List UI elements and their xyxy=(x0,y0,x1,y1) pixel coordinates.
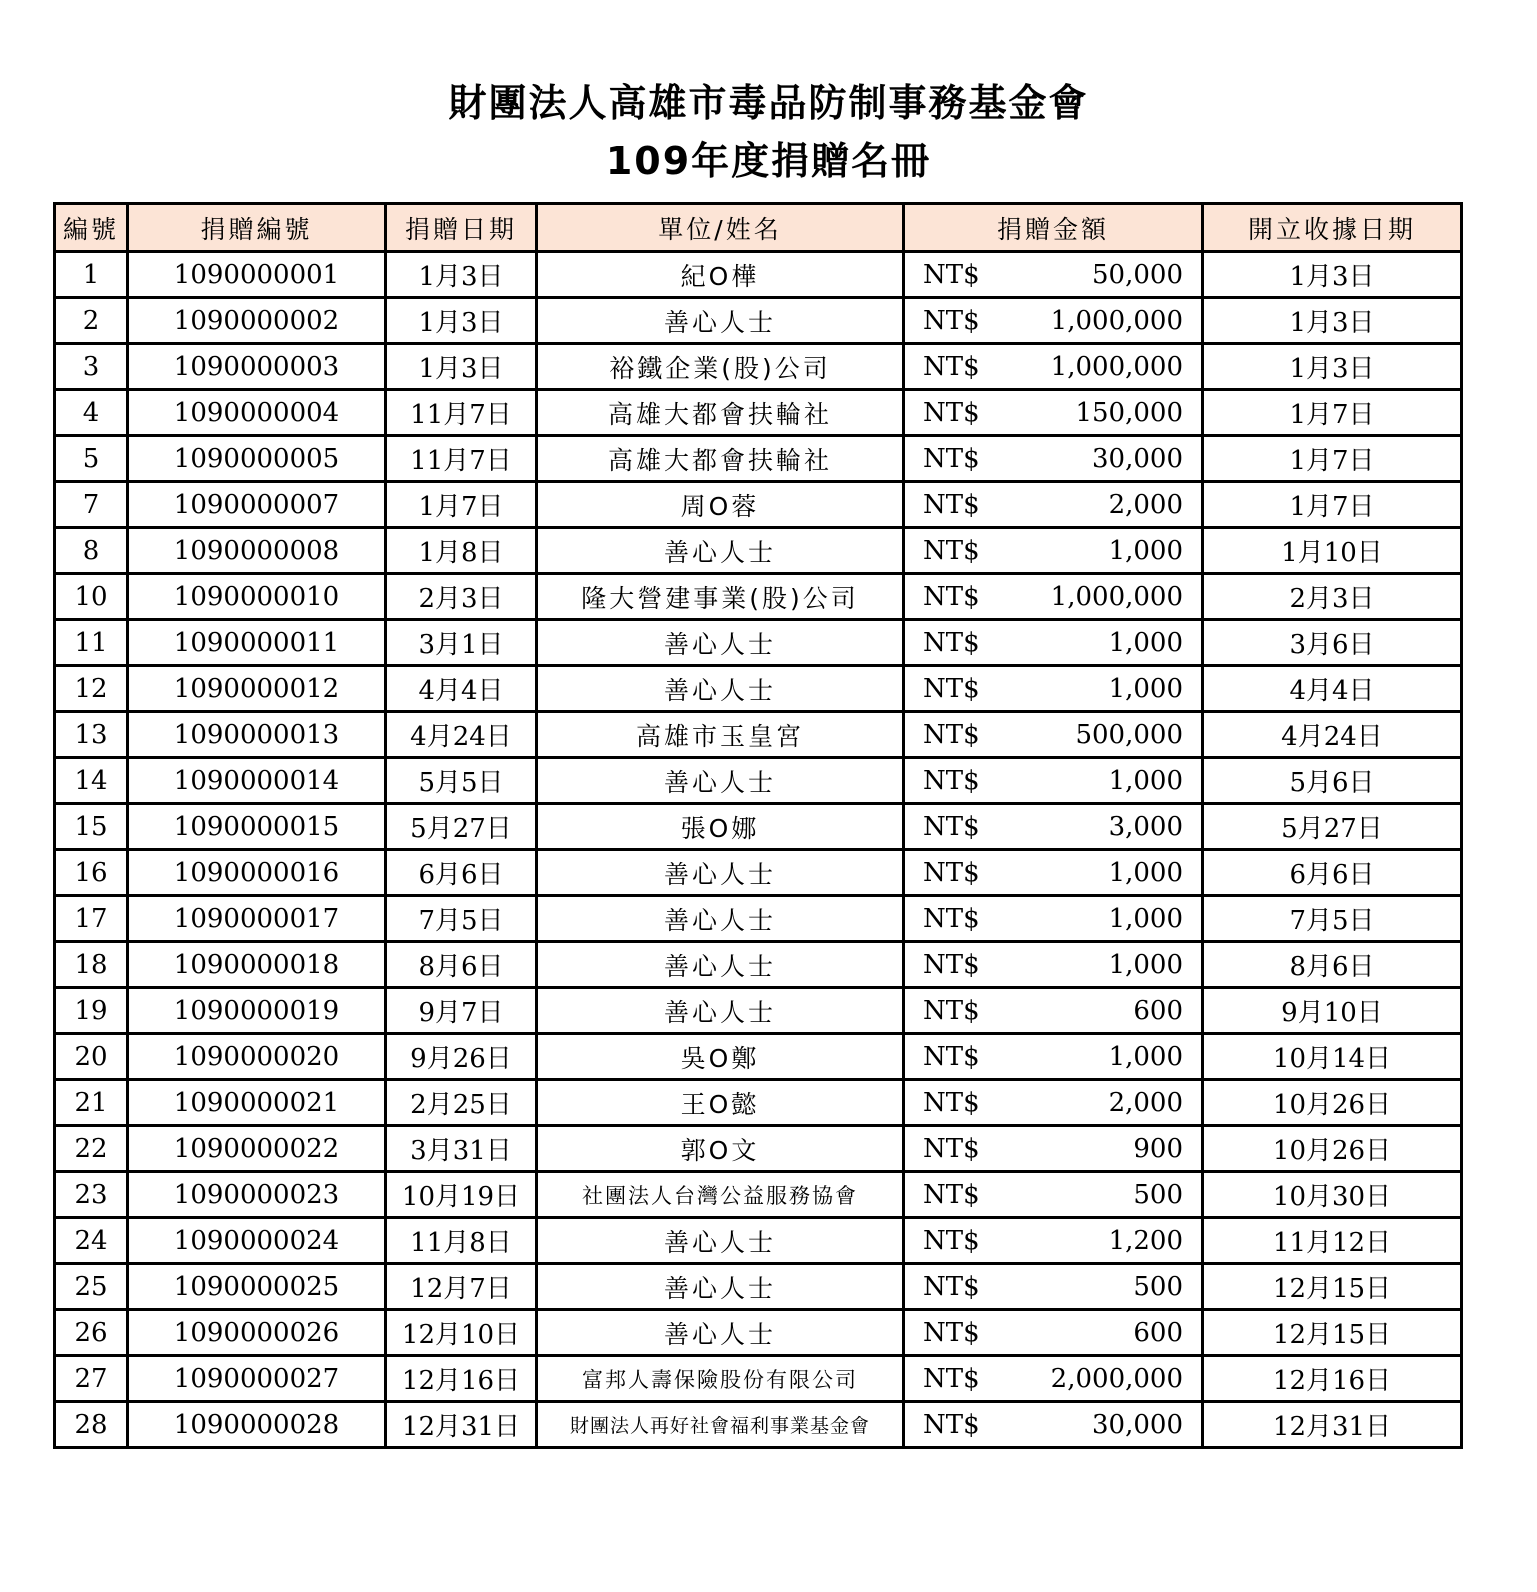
cell-donation-id: 1090000016 xyxy=(128,850,386,896)
cell-amount xyxy=(904,574,1203,620)
cell-amount xyxy=(904,666,1203,712)
cell-no: 13 xyxy=(55,712,128,758)
cell-amount xyxy=(904,942,1203,988)
table-row xyxy=(55,344,1462,390)
cell-donation-date: 12月10日 xyxy=(386,1310,537,1356)
currency-label: NT$ xyxy=(923,397,980,428)
amount-value: 2,000 xyxy=(1108,489,1183,520)
amount-value: 500,000 xyxy=(1075,719,1183,750)
cell-no: 2 xyxy=(55,298,128,344)
table-row xyxy=(55,850,1462,896)
cell-donor-name: 善心人士 xyxy=(537,942,904,988)
amount-value: 500 xyxy=(1133,1271,1183,1302)
column-header-donation-id: 捐贈編號 xyxy=(128,204,386,252)
table-row xyxy=(55,942,1462,988)
table-row xyxy=(55,620,1462,666)
cell-amount xyxy=(904,1034,1203,1080)
table-row xyxy=(55,390,1462,436)
cell-donation-id: 1090000025 xyxy=(128,1264,386,1310)
cell-amount xyxy=(904,528,1203,574)
cell-donor-name: 紀O樺 xyxy=(537,252,904,298)
amount-value: 3,000 xyxy=(1108,811,1183,842)
cell-receipt-date: 1月7日 xyxy=(1203,482,1462,528)
cell-no: 17 xyxy=(55,896,128,942)
currency-label: NT$ xyxy=(923,1041,980,1072)
cell-no: 16 xyxy=(55,850,128,896)
cell-no: 7 xyxy=(55,482,128,528)
cell-donor-name: 張O娜 xyxy=(537,804,904,850)
column-header-donor: 單位/姓名 xyxy=(537,204,904,252)
amount-value: 30,000 xyxy=(1092,1409,1183,1440)
cell-donation-id: 1090000023 xyxy=(128,1172,386,1218)
table-row xyxy=(55,482,1462,528)
cell-no: 14 xyxy=(55,758,128,804)
cell-donation-id: 1090000026 xyxy=(128,1310,386,1356)
table-row xyxy=(55,436,1462,482)
cell-no: 26 xyxy=(55,1310,128,1356)
cell-donation-id: 1090000007 xyxy=(128,482,386,528)
page-subtitle: 109年度捐贈名冊 xyxy=(605,139,932,183)
cell-receipt-date: 2月3日 xyxy=(1203,574,1462,620)
cell-amount xyxy=(904,1402,1203,1448)
cell-donation-date: 11月7日 xyxy=(386,436,537,482)
cell-donation-date: 2月25日 xyxy=(386,1080,537,1126)
table-row xyxy=(55,528,1462,574)
amount-value: 2,000 xyxy=(1108,1087,1183,1118)
amount-value: 1,000 xyxy=(1108,903,1183,934)
cell-receipt-date: 4月24日 xyxy=(1203,712,1462,758)
cell-donor-name: 財團法人再好社會福利事業基金會 xyxy=(537,1402,904,1448)
amount-value: 600 xyxy=(1133,1317,1183,1348)
cell-donation-id: 1090000017 xyxy=(128,896,386,942)
cell-receipt-date: 4月4日 xyxy=(1203,666,1462,712)
amount-value: 1,000 xyxy=(1108,1041,1183,1072)
amount-value: 1,000 xyxy=(1108,673,1183,704)
currency-label: NT$ xyxy=(923,949,980,980)
column-header-amount: 捐贈金額 xyxy=(904,204,1203,252)
cell-donation-id: 1090000019 xyxy=(128,988,386,1034)
amount-value: 1,000 xyxy=(1108,535,1183,566)
table-row xyxy=(55,574,1462,620)
cell-amount xyxy=(904,620,1203,666)
cell-donation-id: 1090000027 xyxy=(128,1356,386,1402)
cell-receipt-date: 12月16日 xyxy=(1203,1356,1462,1402)
cell-donation-id: 1090000008 xyxy=(128,528,386,574)
amount-value: 1,000,000 xyxy=(1050,351,1183,382)
currency-label: NT$ xyxy=(923,627,980,658)
cell-receipt-date: 1月7日 xyxy=(1203,390,1462,436)
cell-donor-name: 高雄大都會扶輪社 xyxy=(537,390,904,436)
cell-donation-id: 1090000002 xyxy=(128,298,386,344)
table-row xyxy=(55,666,1462,712)
cell-donation-date: 1月3日 xyxy=(386,344,537,390)
cell-donation-date: 4月4日 xyxy=(386,666,537,712)
cell-no: 3 xyxy=(55,344,128,390)
cell-donor-name: 郭O文 xyxy=(537,1126,904,1172)
cell-donation-id: 1090000004 xyxy=(128,390,386,436)
cell-no: 12 xyxy=(55,666,128,712)
currency-label: NT$ xyxy=(923,1133,980,1164)
cell-receipt-date: 6月6日 xyxy=(1203,850,1462,896)
table-row xyxy=(55,1172,1462,1218)
currency-label: NT$ xyxy=(923,443,980,474)
cell-donor-name: 王O懿 xyxy=(537,1080,904,1126)
cell-no: 22 xyxy=(55,1126,128,1172)
table-row xyxy=(55,712,1462,758)
cell-receipt-date: 1月7日 xyxy=(1203,436,1462,482)
table-row xyxy=(55,1356,1462,1402)
cell-amount xyxy=(904,896,1203,942)
table-row xyxy=(55,758,1462,804)
currency-label: NT$ xyxy=(923,489,980,520)
cell-donation-date: 12月7日 xyxy=(386,1264,537,1310)
cell-donation-id: 1090000024 xyxy=(128,1218,386,1264)
cell-donor-name: 裕鐵企業(股)公司 xyxy=(537,344,904,390)
cell-amount xyxy=(904,1218,1203,1264)
table-row xyxy=(55,1264,1462,1310)
cell-donation-date: 12月31日 xyxy=(386,1402,537,1448)
currency-label: NT$ xyxy=(923,811,980,842)
currency-label: NT$ xyxy=(923,1271,980,1302)
cell-donation-id: 1090000011 xyxy=(128,620,386,666)
currency-label: NT$ xyxy=(923,1409,980,1440)
table-row xyxy=(55,252,1462,298)
currency-label: NT$ xyxy=(923,903,980,934)
cell-donation-id: 1090000022 xyxy=(128,1126,386,1172)
cell-amount xyxy=(904,850,1203,896)
currency-label: NT$ xyxy=(923,1225,980,1256)
currency-label: NT$ xyxy=(923,1317,980,1348)
amount-value: 1,000,000 xyxy=(1050,581,1183,612)
cell-donor-name: 善心人士 xyxy=(537,666,904,712)
cell-donation-date: 1月3日 xyxy=(386,298,537,344)
amount-value: 1,000 xyxy=(1108,857,1183,888)
column-header-no: 編號 xyxy=(55,204,128,252)
cell-donor-name: 善心人士 xyxy=(537,896,904,942)
cell-donor-name: 善心人士 xyxy=(537,1264,904,1310)
cell-amount xyxy=(904,1264,1203,1310)
cell-receipt-date: 1月3日 xyxy=(1203,344,1462,390)
cell-receipt-date: 9月10日 xyxy=(1203,988,1462,1034)
table-row xyxy=(55,1310,1462,1356)
cell-donation-id: 1090000005 xyxy=(128,436,386,482)
column-header-donation-date: 捐贈日期 xyxy=(386,204,537,252)
cell-donation-date: 5月27日 xyxy=(386,804,537,850)
cell-no: 4 xyxy=(55,390,128,436)
cell-no: 19 xyxy=(55,988,128,1034)
currency-label: NT$ xyxy=(923,259,980,290)
cell-amount xyxy=(904,482,1203,528)
currency-label: NT$ xyxy=(923,1179,980,1210)
currency-label: NT$ xyxy=(923,351,980,382)
cell-donation-id: 1090000028 xyxy=(128,1402,386,1448)
table-row xyxy=(55,298,1462,344)
table-row xyxy=(55,804,1462,850)
cell-donation-date: 4月24日 xyxy=(386,712,537,758)
cell-amount xyxy=(904,988,1203,1034)
cell-receipt-date: 12月15日 xyxy=(1203,1264,1462,1310)
cell-donation-id: 1090000018 xyxy=(128,942,386,988)
cell-receipt-date: 10月26日 xyxy=(1203,1126,1462,1172)
cell-donation-date: 9月26日 xyxy=(386,1034,537,1080)
table-row xyxy=(55,1080,1462,1126)
cell-donor-name: 善心人士 xyxy=(537,850,904,896)
cell-donor-name: 富邦人壽保險股份有限公司 xyxy=(537,1356,904,1402)
cell-no: 1 xyxy=(55,252,128,298)
cell-no: 5 xyxy=(55,436,128,482)
cell-donor-name: 善心人士 xyxy=(537,1310,904,1356)
cell-donor-name: 善心人士 xyxy=(537,298,904,344)
cell-donor-name: 周O蓉 xyxy=(537,482,904,528)
cell-amount xyxy=(904,252,1203,298)
cell-receipt-date: 7月5日 xyxy=(1203,896,1462,942)
cell-donor-name: 高雄大都會扶輪社 xyxy=(537,436,904,482)
cell-donation-id: 1090000010 xyxy=(128,574,386,620)
cell-receipt-date: 11月12日 xyxy=(1203,1218,1462,1264)
table-row xyxy=(55,1402,1462,1448)
currency-label: NT$ xyxy=(923,581,980,612)
cell-donation-id: 1090000013 xyxy=(128,712,386,758)
cell-donation-date: 11月8日 xyxy=(386,1218,537,1264)
cell-donor-name: 隆大營建事業(股)公司 xyxy=(537,574,904,620)
currency-label: NT$ xyxy=(923,535,980,566)
cell-donation-date: 1月3日 xyxy=(386,252,537,298)
cell-amount xyxy=(904,1126,1203,1172)
amount-value: 500 xyxy=(1133,1179,1183,1210)
cell-amount xyxy=(904,712,1203,758)
cell-donation-date: 2月3日 xyxy=(386,574,537,620)
donation-table xyxy=(53,202,1463,1449)
cell-amount xyxy=(904,1310,1203,1356)
cell-donation-date: 9月7日 xyxy=(386,988,537,1034)
cell-donation-date: 1月8日 xyxy=(386,528,537,574)
cell-donation-id: 1090000020 xyxy=(128,1034,386,1080)
cell-amount xyxy=(904,1080,1203,1126)
cell-donor-name: 善心人士 xyxy=(537,620,904,666)
cell-no: 28 xyxy=(55,1402,128,1448)
amount-value: 2,000,000 xyxy=(1050,1363,1183,1394)
table-row xyxy=(55,988,1462,1034)
cell-donation-id: 1090000021 xyxy=(128,1080,386,1126)
cell-receipt-date: 3月6日 xyxy=(1203,620,1462,666)
cell-donation-id: 1090000014 xyxy=(128,758,386,804)
cell-donor-name: 善心人士 xyxy=(537,758,904,804)
cell-donor-name: 善心人士 xyxy=(537,1218,904,1264)
cell-amount xyxy=(904,344,1203,390)
cell-receipt-date: 8月6日 xyxy=(1203,942,1462,988)
cell-receipt-date: 10月14日 xyxy=(1203,1034,1462,1080)
cell-donation-date: 3月1日 xyxy=(386,620,537,666)
cell-donation-date: 3月31日 xyxy=(386,1126,537,1172)
cell-no: 25 xyxy=(55,1264,128,1310)
cell-donation-id: 1090000001 xyxy=(128,252,386,298)
table-header-row xyxy=(55,204,1462,252)
cell-receipt-date: 1月3日 xyxy=(1203,252,1462,298)
cell-donor-name: 高雄市玉皇宮 xyxy=(537,712,904,758)
currency-label: NT$ xyxy=(923,1087,980,1118)
cell-donor-name: 善心人士 xyxy=(537,988,904,1034)
cell-receipt-date: 10月26日 xyxy=(1203,1080,1462,1126)
amount-value: 600 xyxy=(1133,995,1183,1026)
cell-donation-date: 7月5日 xyxy=(386,896,537,942)
cell-no: 15 xyxy=(55,804,128,850)
cell-donation-date: 5月5日 xyxy=(386,758,537,804)
cell-donation-date: 8月6日 xyxy=(386,942,537,988)
currency-label: NT$ xyxy=(923,995,980,1026)
amount-value: 1,000 xyxy=(1108,949,1183,980)
cell-receipt-date: 10月30日 xyxy=(1203,1172,1462,1218)
currency-label: NT$ xyxy=(923,857,980,888)
cell-no: 23 xyxy=(55,1172,128,1218)
amount-value: 1,200 xyxy=(1108,1225,1183,1256)
cell-donor-name: 社團法人台灣公益服務協會 xyxy=(537,1172,904,1218)
cell-receipt-date: 1月10日 xyxy=(1203,528,1462,574)
amount-value: 50,000 xyxy=(1092,259,1183,290)
currency-label: NT$ xyxy=(923,305,980,336)
cell-donation-date: 11月7日 xyxy=(386,390,537,436)
cell-no: 20 xyxy=(55,1034,128,1080)
table-row xyxy=(55,896,1462,942)
cell-donation-date: 10月19日 xyxy=(386,1172,537,1218)
cell-donation-id: 1090000003 xyxy=(128,344,386,390)
cell-receipt-date: 12月15日 xyxy=(1203,1310,1462,1356)
table-row xyxy=(55,1126,1462,1172)
cell-receipt-date: 1月3日 xyxy=(1203,298,1462,344)
amount-value: 1,000 xyxy=(1108,627,1183,658)
cell-no: 18 xyxy=(55,942,128,988)
cell-donation-date: 1月7日 xyxy=(386,482,537,528)
cell-receipt-date: 5月27日 xyxy=(1203,804,1462,850)
cell-receipt-date: 12月31日 xyxy=(1203,1402,1462,1448)
cell-amount xyxy=(904,298,1203,344)
cell-donation-id: 1090000012 xyxy=(128,666,386,712)
cell-amount xyxy=(904,1356,1203,1402)
table-row xyxy=(55,1034,1462,1080)
cell-donation-id: 1090000015 xyxy=(128,804,386,850)
cell-amount xyxy=(904,804,1203,850)
amount-value: 1,000 xyxy=(1108,765,1183,796)
column-header-receipt-date: 開立收據日期 xyxy=(1203,204,1462,252)
cell-amount xyxy=(904,1172,1203,1218)
cell-donor-name: 善心人士 xyxy=(537,528,904,574)
cell-amount xyxy=(904,758,1203,804)
currency-label: NT$ xyxy=(923,719,980,750)
cell-no: 21 xyxy=(55,1080,128,1126)
cell-no: 24 xyxy=(55,1218,128,1264)
currency-label: NT$ xyxy=(923,765,980,796)
table-row xyxy=(55,1218,1462,1264)
cell-amount xyxy=(904,436,1203,482)
cell-donation-date: 12月16日 xyxy=(386,1356,537,1402)
currency-label: NT$ xyxy=(923,1363,980,1394)
cell-donor-name: 吳O鄭 xyxy=(537,1034,904,1080)
cell-amount xyxy=(904,390,1203,436)
cell-no: 11 xyxy=(55,620,128,666)
amount-value: 30,000 xyxy=(1092,443,1183,474)
cell-no: 10 xyxy=(55,574,128,620)
cell-receipt-date: 5月6日 xyxy=(1203,758,1462,804)
cell-no: 8 xyxy=(55,528,128,574)
amount-value: 1,000,000 xyxy=(1050,305,1183,336)
cell-no: 27 xyxy=(55,1356,128,1402)
page-title: 財團法人高雄市毒品防制事務基金會 xyxy=(448,81,1089,125)
currency-label: NT$ xyxy=(923,673,980,704)
cell-donation-date: 6月6日 xyxy=(386,850,537,896)
amount-value: 150,000 xyxy=(1075,397,1183,428)
amount-value: 900 xyxy=(1133,1133,1183,1164)
